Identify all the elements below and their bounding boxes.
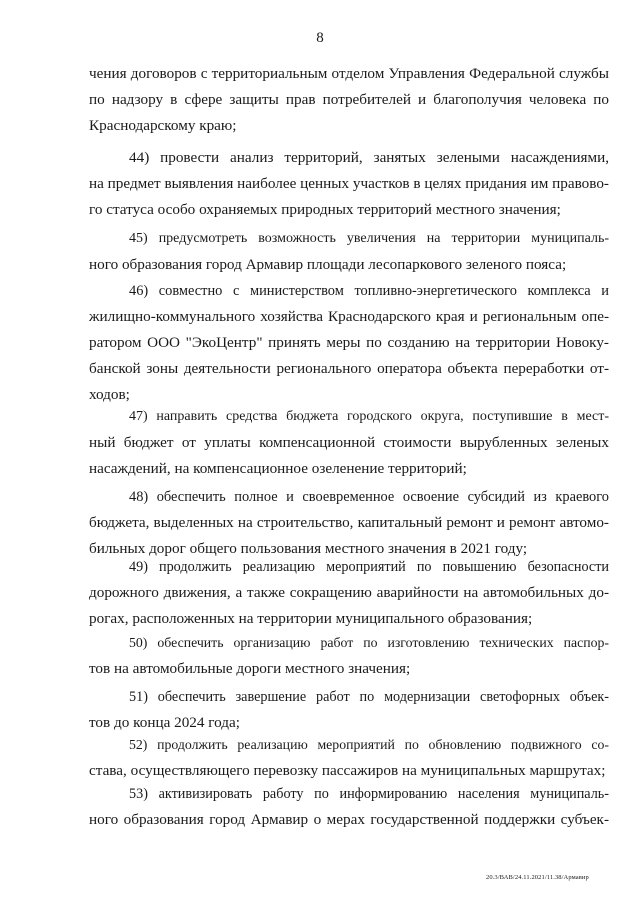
text-line: бюджета, выделенных на строительство, капитальный ремонт и ремонт автомо-	[89, 514, 609, 531]
text-line: ходов;	[89, 386, 130, 403]
text-line: ного образования город Армавир площади лесопаркового зеленого пояса;	[89, 256, 567, 273]
text-line: 46) совместно с министерством топливно-энергетического комплекса и	[129, 283, 609, 299]
text-line: 49) продолжить реализацию мероприятий по повышению безопасности	[129, 559, 609, 575]
paragraph-item-44	[89, 145, 609, 223]
text-line: дорожного движения, а также сокращению аварийности на автомобильных до-	[89, 584, 609, 601]
text-line: 52) продолжить реализацию мероприятий по обновлению подвижного со-	[129, 737, 609, 752]
text-line: Краснодарскому краю;	[89, 117, 237, 134]
text-line: 53) активизировать работу по информированию населения муниципаль-	[129, 786, 609, 802]
text-line: ный бюджет от уплаты компенсационной стоимости вырубленных зеленых	[89, 434, 609, 451]
paragraph-item-51	[89, 684, 609, 736]
paragraph-item-53	[89, 781, 609, 833]
paragraph-item-50	[89, 630, 609, 682]
text-line: тов на автомобильные дороги местного значения;	[89, 660, 411, 677]
text-line: 50) обеспечить организацию работ по изготовлению технических паспор-	[129, 635, 609, 650]
text-line: ного образования город Армавир о мерах государственной поддержки субъек-	[89, 811, 609, 828]
text-line: 47) направить средства бюджета городского округа, поступившие в мест-	[129, 409, 609, 424]
text-line: 44) провести анализ территорий, занятых зелеными насаждениями,	[129, 149, 609, 166]
document-footer-code: 20.3/ВАВ/24.11.2021/11.38/Армавир	[486, 874, 589, 881]
text-line: на предмет выявления наиболее ценных участков в целях придания им правово-	[89, 175, 609, 192]
text-line: бильных дорог общего пользования местного значения в 2021 году;	[89, 540, 528, 557]
text-line: банской зоны деятельности регионального оператора объекта переработки от-	[89, 360, 609, 377]
paragraph-item-48	[89, 484, 609, 562]
paragraph-item-49	[89, 554, 609, 632]
paragraph-item-52	[89, 732, 609, 784]
paragraph-item-46	[89, 278, 609, 408]
paragraph-item-45	[89, 226, 609, 278]
text-line: 48) обеспечить полное и своевременное освоение субсидий из краевого	[129, 489, 609, 505]
paragraph-continuation	[89, 61, 609, 139]
text-line: рогах, расположенных на территории муниципального образования;	[89, 610, 533, 627]
text-line: го статуса особо охраняемых природных территорий местного значения;	[89, 201, 561, 218]
text-line: става, осуществляющего перевозку пассажиров на муниципальных маршрутах;	[89, 762, 606, 779]
paragraph-item-47	[89, 404, 609, 482]
text-line: по надзору в сфере защиты прав потребителей и благополучия человека по	[89, 91, 609, 108]
text-line: тов до конца 2024 года;	[89, 714, 240, 731]
text-line: чения договоров с территориальным отделом Управления Федеральной службы	[89, 65, 609, 82]
text-line: ратором ООО "ЭкоЦентр" принять меры по созданию на территории Новоку-	[89, 334, 609, 351]
page-number: 8	[316, 30, 324, 46]
text-line: 51) обеспечить завершение работ по модернизации светофорных объек-	[129, 689, 609, 705]
text-line: насаждений, на компенсационное озеленение территорий;	[89, 460, 467, 477]
text-line: 45) предусмотреть возможность увеличения на территории муниципаль-	[129, 231, 609, 246]
text-line: жилищно-коммунального хозяйства Краснодарского края и региональным опе-	[89, 308, 609, 325]
